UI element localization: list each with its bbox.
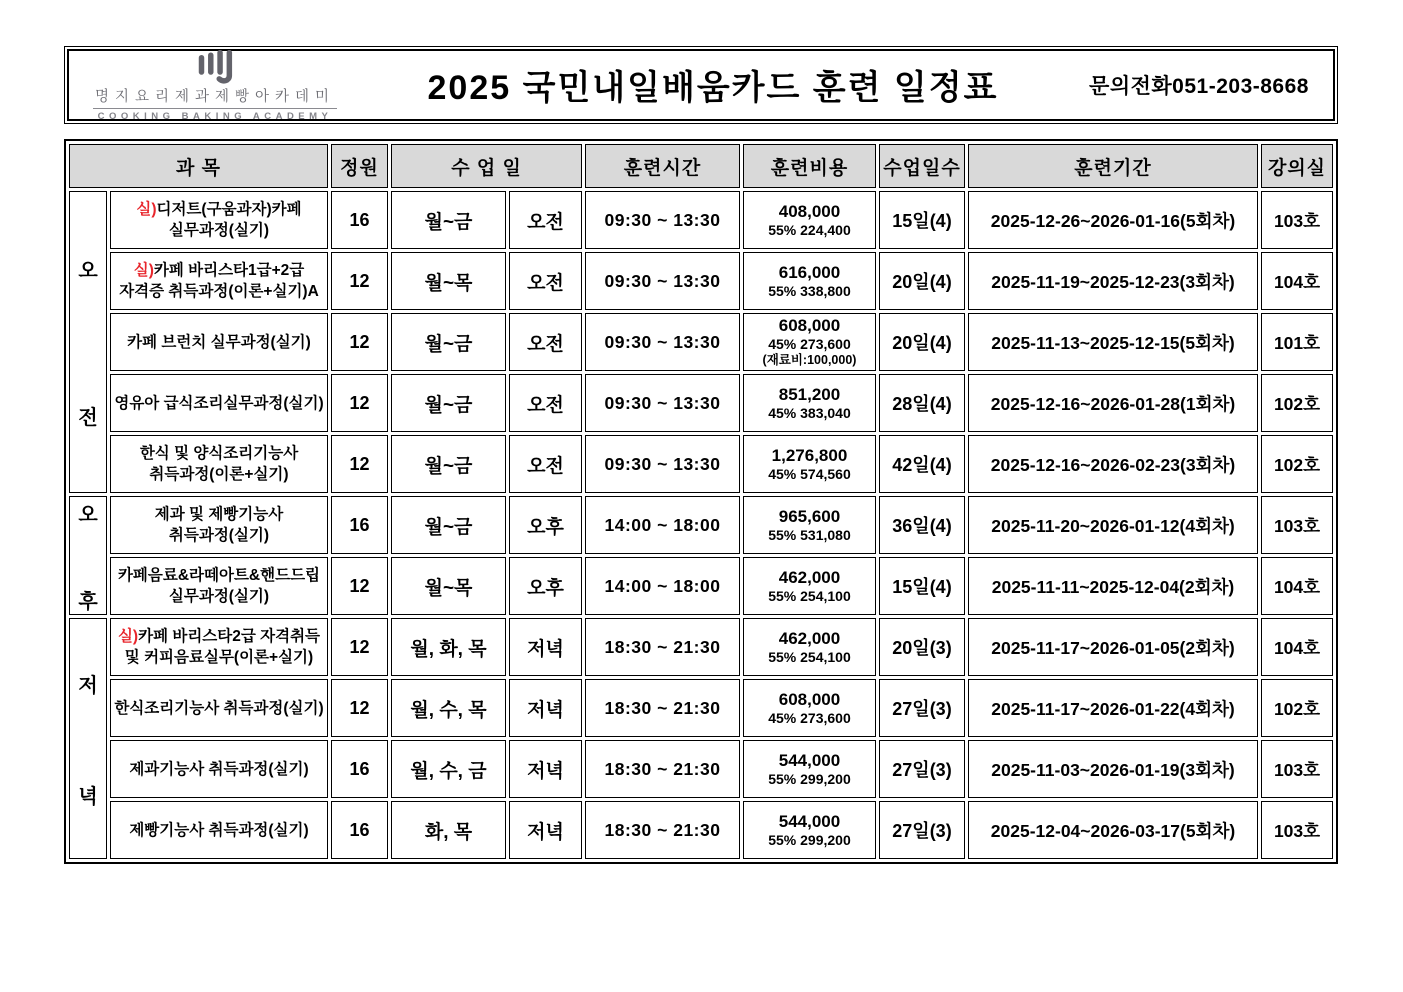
cost-total: 965,600	[778, 506, 841, 526]
course-name-line1: 영유아 급식조리실무과정(실기)	[114, 394, 324, 412]
col-header-cost: 훈련비용	[743, 144, 876, 188]
col-header-subject: 과 목	[69, 144, 328, 188]
cost-self-pay: 45% 383,040	[768, 404, 851, 421]
course-name-line2: 실무과정(실기)	[168, 222, 270, 239]
table-row	[69, 191, 1333, 249]
training-time: 18:30 ~ 21:30	[585, 801, 740, 859]
practical-prefix: 실)	[136, 201, 157, 218]
col-header-class-day: 수 업 일	[391, 144, 582, 188]
training-period: 2025-12-16~2026-02-23(3회차)	[968, 435, 1258, 493]
session: 저녁	[509, 801, 582, 859]
cost-self-pay: 45% 574,560	[768, 465, 851, 482]
course-name	[110, 679, 328, 737]
course-name	[110, 191, 328, 249]
course-name	[110, 252, 328, 310]
training-cost	[743, 191, 876, 249]
cost-total: 462,000	[778, 628, 841, 648]
academy-logo	[69, 48, 361, 122]
class-days-of-week: 월~금	[391, 374, 506, 432]
schedule-page	[64, 46, 1338, 864]
session: 오전	[509, 191, 582, 249]
col-header-capacity: 정원	[331, 144, 388, 188]
table-row	[69, 313, 1333, 371]
training-time: 09:30 ~ 13:30	[585, 435, 740, 493]
training-time: 09:30 ~ 13:30	[585, 191, 740, 249]
class-days-of-week: 월~금	[391, 313, 506, 371]
class-days-of-week: 월~목	[391, 252, 506, 310]
cost-total: 544,000	[778, 750, 841, 770]
header-banner-inner	[67, 49, 1335, 121]
classroom: 103호	[1261, 801, 1333, 859]
col-header-period: 훈련기간	[968, 144, 1258, 188]
session: 오전	[509, 252, 582, 310]
classroom: 102호	[1261, 679, 1333, 737]
course-name	[110, 618, 328, 676]
num-class-days: 36일(4)	[879, 496, 965, 554]
training-period: 2025-12-04~2026-03-17(5회차)	[968, 801, 1258, 859]
training-cost	[743, 252, 876, 310]
course-name-line2: 실무과정(실기)	[168, 588, 270, 605]
mj-monogram-icon	[188, 50, 242, 84]
course-name-line1: 제과 및 제빵기능사	[154, 506, 284, 523]
training-period: 2025-12-16~2026-01-28(1회차)	[968, 374, 1258, 432]
num-class-days: 42일(4)	[879, 435, 965, 493]
course-name-line2: 및 커피음료실무(이론+실기)	[124, 649, 314, 666]
training-time: 18:30 ~ 21:30	[585, 618, 740, 676]
course-name	[110, 374, 328, 432]
classroom: 102호	[1261, 435, 1333, 493]
course-name-line1: 카페 바리스타1급+2급	[153, 262, 305, 279]
course-name-line1: 한식조리기능사 취득과정(실기)	[114, 699, 324, 717]
capacity: 12	[331, 435, 388, 493]
course-name-line1: 한식 및 양식조리기능사	[139, 445, 299, 462]
training-period: 2025-11-17~2026-01-22(4회차)	[968, 679, 1258, 737]
training-cost	[743, 435, 876, 493]
session: 저녁	[509, 679, 582, 737]
training-cost	[743, 496, 876, 554]
training-period: 2025-11-11~2025-12-04(2회차)	[968, 557, 1258, 615]
cost-self-pay: 45% 273,600	[768, 709, 851, 726]
cost-total: 462,000	[778, 567, 841, 587]
col-header-time: 훈련시간	[585, 144, 740, 188]
course-name-line1: 카페음료&라떼아트&핸드드립	[117, 567, 321, 584]
session: 오전	[509, 374, 582, 432]
session: 오후	[509, 557, 582, 615]
num-class-days: 20일(4)	[879, 313, 965, 371]
course-name	[110, 557, 328, 615]
cost-self-pay: 55% 531,080	[768, 526, 851, 543]
course-name	[110, 740, 328, 798]
capacity: 16	[331, 191, 388, 249]
session: 오전	[509, 435, 582, 493]
cost-self-pay: 55% 224,400	[768, 221, 851, 238]
class-days-of-week: 월, 수, 목	[391, 679, 506, 737]
cost-self-pay: 55% 299,200	[768, 831, 851, 848]
training-time: 09:30 ~ 13:30	[585, 374, 740, 432]
capacity: 16	[331, 801, 388, 859]
session: 오후	[509, 496, 582, 554]
capacity: 12	[331, 313, 388, 371]
header-row	[69, 144, 1333, 188]
classroom: 104호	[1261, 557, 1333, 615]
table-row	[69, 740, 1333, 798]
num-class-days: 15일(4)	[879, 191, 965, 249]
cost-self-pay: 45% 273,600	[768, 336, 851, 352]
training-time: 18:30 ~ 21:30	[585, 679, 740, 737]
training-cost	[743, 801, 876, 859]
academy-name-english: COOKING BAKING ACADEMY	[97, 111, 333, 122]
cost-note: (재료비:100,000)	[762, 353, 857, 367]
num-class-days: 27일(3)	[879, 801, 965, 859]
classroom: 101호	[1261, 313, 1333, 371]
group-char: 녁	[78, 785, 98, 808]
group-label-evening	[69, 618, 107, 859]
contact-phone: 문의전화051-203-8668	[1089, 75, 1309, 98]
cost-total: 1,276,800	[771, 445, 848, 465]
cost-self-pay: 55% 254,100	[768, 648, 851, 665]
num-class-days: 27일(3)	[879, 679, 965, 737]
training-period: 2025-11-13~2025-12-15(5회차)	[968, 313, 1258, 371]
training-cost	[743, 313, 876, 371]
course-name	[110, 435, 328, 493]
header-banner	[64, 46, 1338, 124]
cost-self-pay: 55% 338,800	[768, 282, 851, 299]
classroom: 103호	[1261, 496, 1333, 554]
table-row	[69, 496, 1333, 554]
table-row	[69, 801, 1333, 859]
course-name-line2: 자격증 취득과정(이론+실기)A	[119, 283, 319, 300]
session: 저녁	[509, 618, 582, 676]
training-cost	[743, 679, 876, 737]
group-label-afternoon	[69, 496, 107, 615]
training-time: 18:30 ~ 21:30	[585, 740, 740, 798]
class-days-of-week: 화, 목	[391, 801, 506, 859]
class-days-of-week: 월, 화, 목	[391, 618, 506, 676]
course-name-line1: 디저트(구움과자)카페	[156, 201, 302, 218]
classroom: 104호	[1261, 252, 1333, 310]
course-name-line1: 카페 브런치 실무과정(실기)	[127, 333, 311, 351]
classroom: 103호	[1261, 191, 1333, 249]
capacity: 12	[331, 252, 388, 310]
group-char: 전	[78, 407, 98, 429]
num-class-days: 27일(3)	[879, 740, 965, 798]
class-days-of-week: 월~목	[391, 557, 506, 615]
num-class-days: 20일(3)	[879, 618, 965, 676]
table-row	[69, 618, 1333, 676]
table-row	[69, 435, 1333, 493]
training-period: 2025-11-20~2026-01-12(4회차)	[968, 496, 1258, 554]
class-days-of-week: 월~금	[391, 191, 506, 249]
training-time: 14:00 ~ 18:00	[585, 557, 740, 615]
group-char: 후	[78, 590, 98, 613]
group-label-morning	[69, 191, 107, 493]
cost-total: 608,000	[778, 689, 841, 709]
table-row	[69, 679, 1333, 737]
training-time: 09:30 ~ 13:30	[585, 313, 740, 371]
practical-prefix: 실)	[133, 262, 154, 279]
capacity: 16	[331, 496, 388, 554]
course-name-line2: 취득과정(실기)	[168, 527, 270, 544]
course-name-line1: 카페 바리스타2급 자격취득	[138, 628, 321, 645]
training-cost	[743, 557, 876, 615]
practical-prefix: 실)	[117, 628, 139, 645]
group-char: 저	[78, 674, 98, 697]
training-period: 2025-11-17~2026-01-05(2회차)	[968, 618, 1258, 676]
training-time: 09:30 ~ 13:30	[585, 252, 740, 310]
course-name-line2: 취득과정(이론+실기)	[149, 466, 289, 483]
training-period: 2025-11-19~2025-12-23(3회차)	[968, 252, 1258, 310]
training-period: 2025-12-26~2026-01-16(5회차)	[968, 191, 1258, 249]
cost-self-pay: 55% 254,100	[768, 587, 851, 604]
training-cost	[743, 740, 876, 798]
training-cost	[743, 374, 876, 432]
cost-total: 851,200	[778, 384, 841, 404]
session: 저녁	[509, 740, 582, 798]
capacity: 12	[331, 557, 388, 615]
col-header-num-days: 수업일수	[879, 144, 965, 188]
table-row	[69, 557, 1333, 615]
cost-total: 408,000	[778, 201, 841, 221]
num-class-days: 15일(4)	[879, 557, 965, 615]
num-class-days: 20일(4)	[879, 252, 965, 310]
col-header-room: 강의실	[1261, 144, 1333, 188]
table-row	[69, 252, 1333, 310]
training-period: 2025-11-03~2026-01-19(3회차)	[968, 740, 1258, 798]
cost-total: 616,000	[778, 262, 841, 282]
session: 오전	[509, 313, 582, 371]
capacity: 12	[331, 679, 388, 737]
training-cost	[743, 618, 876, 676]
classroom: 103호	[1261, 740, 1333, 798]
cost-self-pay: 55% 299,200	[768, 770, 851, 787]
course-name-line1: 제빵기능사 취득과정(실기)	[129, 821, 309, 839]
course-name	[110, 496, 328, 554]
course-name-line1: 제과기능사 취득과정(실기)	[129, 760, 309, 778]
training-time: 14:00 ~ 18:00	[585, 496, 740, 554]
class-days-of-week: 월, 수, 금	[391, 740, 506, 798]
course-name	[110, 313, 328, 371]
cost-total: 608,000	[778, 316, 841, 335]
group-char: 오	[78, 503, 98, 526]
num-class-days: 28일(4)	[879, 374, 965, 432]
capacity: 12	[331, 618, 388, 676]
capacity: 12	[331, 374, 388, 432]
class-days-of-week: 월~금	[391, 435, 506, 493]
course-name	[110, 801, 328, 859]
page-title: 2025 국민내일배움카드 훈련 일정표	[427, 68, 999, 107]
class-days-of-week: 월~금	[391, 496, 506, 554]
classroom: 104호	[1261, 618, 1333, 676]
table-row	[69, 374, 1333, 432]
training-schedule-table	[64, 139, 1338, 864]
classroom: 102호	[1261, 374, 1333, 432]
capacity: 16	[331, 740, 388, 798]
group-char: 오	[78, 260, 98, 282]
academy-name-korean: 명지요리제과제빵아카데미	[93, 85, 337, 109]
cost-total: 544,000	[778, 811, 841, 831]
